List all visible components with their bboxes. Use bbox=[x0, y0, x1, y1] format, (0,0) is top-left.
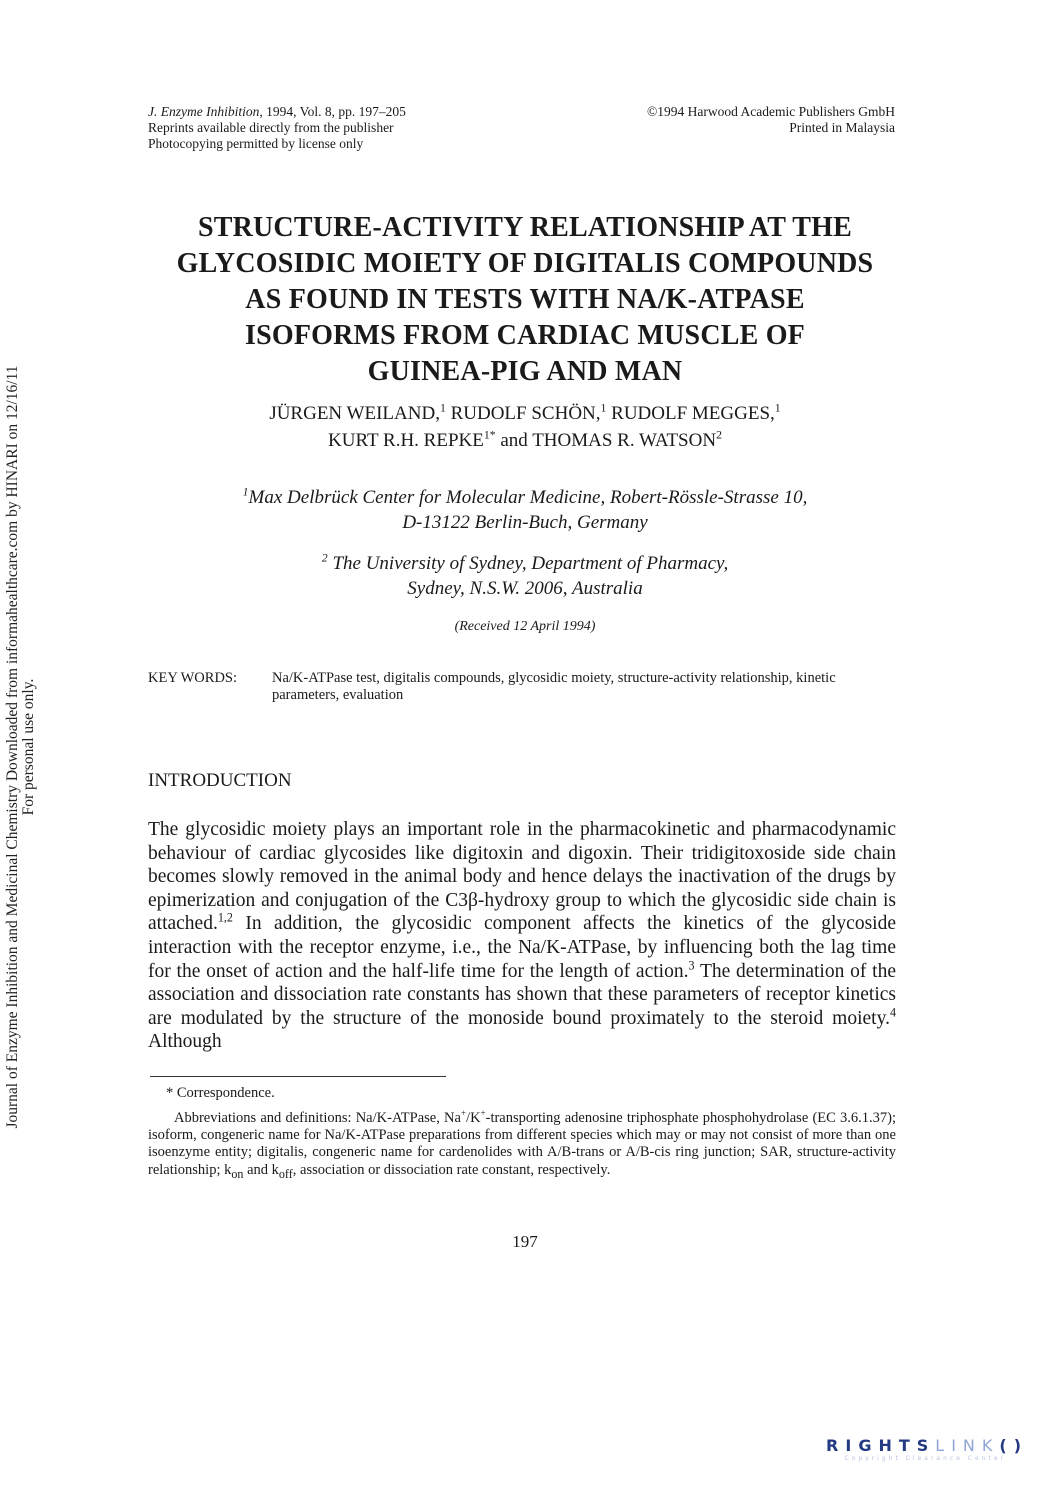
affiliation-line: Sydney, N.S.W. 2006, Australia bbox=[407, 578, 643, 599]
page-number: 197 bbox=[512, 1232, 538, 1251]
section-heading: INTRODUCTION bbox=[148, 770, 292, 791]
footnote-correspondence: * Correspondence. bbox=[166, 1085, 275, 1101]
citation-line bbox=[148, 104, 548, 120]
title-line: STRUCTURE-ACTIVITY RELATIONSHIP AT THE bbox=[197, 212, 853, 243]
title-line: GLYCOSIDIC MOIETY OF DIGITALIS COMPOUNDS bbox=[176, 248, 874, 279]
author-name: KURT R.H. REPKE bbox=[328, 430, 484, 451]
affiliation-2 bbox=[100, 551, 950, 601]
footnote-text: , association or dissociation rate constant, respectively. bbox=[292, 1161, 611, 1178]
affiliation-line bbox=[100, 485, 950, 510]
received-date: (Received 12 April 1994) bbox=[454, 619, 596, 634]
photocopying-line: Photocopying permitted by license only bbox=[148, 136, 364, 151]
title-line: GUINEA-PIG AND MAN bbox=[367, 356, 683, 387]
journal-name: J. Enzyme Inhibition bbox=[148, 104, 260, 119]
watermark-line: For personal use only. bbox=[20, 678, 37, 816]
author-affiliation-mark: 1 bbox=[439, 401, 446, 415]
author-name: RUDOLF MEGGES, bbox=[606, 403, 775, 424]
affiliation-text: The University of Sydney, Department of Pharmacy, bbox=[327, 553, 729, 574]
article-title bbox=[100, 210, 950, 390]
author-affiliation-mark: 1 bbox=[600, 401, 607, 415]
keywords-text: Na/K-ATPase test, digitalis compounds, glycosidic moiety, structure-activity relationship, kinetic parameters, evaluation bbox=[272, 670, 836, 703]
running-header-left bbox=[148, 104, 548, 152]
author-affiliation-mark: 2 bbox=[716, 428, 722, 442]
affiliation-mark: 1 bbox=[242, 485, 249, 499]
author-affiliation-mark: 1* bbox=[483, 428, 496, 442]
author-affiliation-mark: 1 bbox=[774, 401, 781, 415]
footnote-text: -transporting adenosine triphosphate phosphohydrolase (EC 3.6.1.37); isoform, congeneric name for Na/K-ATPase preparations from different species which may or may not consist of more than one isoenzyme entity; digitalis, congeneric name for cardenolides with A/B-trans or A/B-cis ring junction; SAR, structure-activity relationship; k bbox=[148, 1110, 896, 1178]
footnote-subscript: off bbox=[278, 1166, 293, 1181]
affiliation-line: D-13122 Berlin-Buch, Germany bbox=[402, 512, 648, 533]
keywords-block bbox=[148, 670, 900, 704]
footnote-text: and k bbox=[243, 1161, 279, 1178]
intro-text: In addition, the glycosidic component affects the kinetics of the glycoside interaction with the receptor enzyme, i.e., the Na/K-ATPase, by influencing both the lag time for the onset of action and the half-life time for the length of action. bbox=[148, 913, 896, 982]
intro-text: Although bbox=[148, 1031, 222, 1053]
citation-details: , 1994, Vol. 8, pp. 197–205 bbox=[259, 104, 406, 119]
footnote-text: Abbreviations and definitions: Na/K-ATPase, Na bbox=[174, 1110, 461, 1126]
watermark-line: Journal of Enzyme Inhibition and Medicinal Chemistry Downloaded from informahealthcare.com by HINARI on 12/16/11 bbox=[4, 365, 21, 1129]
author-list bbox=[100, 400, 950, 454]
title-line: ISOFORMS FROM CARDIAC MUSCLE OF bbox=[245, 320, 805, 351]
author-line-2 bbox=[100, 427, 950, 454]
intro-text: The determination of the association and dissociation rate constants has shown that these parameters of receptor kinetics are modulated by the structure of the monoside bound proximately to the steroid moiety. bbox=[148, 960, 897, 1029]
author-name: JÜRGEN WEILAND, bbox=[269, 403, 440, 424]
author-name: and THOMAS R. WATSON bbox=[495, 430, 717, 451]
author-line-1 bbox=[100, 400, 950, 427]
footnote-rule bbox=[150, 1076, 446, 1077]
affiliation-text: Max Delbrück Center for Molecular Medicine, Robert-Rössle-Strasse 10, bbox=[248, 487, 808, 508]
citation-ref: 4 bbox=[889, 1005, 896, 1020]
keywords-label: KEY WORDS: bbox=[148, 670, 238, 686]
title-line: AS FOUND IN TESTS WITH NA/K-ATPASE bbox=[245, 284, 805, 315]
intro-paragraph bbox=[148, 818, 896, 1054]
affiliation-line bbox=[100, 551, 950, 576]
logo-word-rights: RIGHTS bbox=[826, 1436, 936, 1455]
rightslink-wordmark bbox=[788, 1436, 1028, 1455]
printed-line: Printed in Malaysia bbox=[789, 120, 895, 135]
footnote-abbreviations bbox=[148, 1110, 896, 1183]
logo-word-link: LINK bbox=[935, 1436, 1000, 1455]
rightslink-logo bbox=[788, 1436, 1028, 1462]
download-watermark bbox=[5, 332, 37, 1162]
citation-ref: 3 bbox=[688, 958, 695, 973]
logo-link-icon: () bbox=[999, 1436, 1028, 1455]
footnote-superscript: + bbox=[460, 1108, 467, 1119]
footnote-text: /K bbox=[466, 1110, 481, 1126]
affiliation-1 bbox=[100, 485, 950, 535]
citation-ref: 1,2 bbox=[217, 910, 233, 925]
copyright-line: ©1994 Harwood Academic Publishers GmbH bbox=[647, 104, 895, 119]
affiliation-mark: 2 bbox=[321, 551, 328, 565]
footnote-superscript: + bbox=[480, 1108, 486, 1119]
reprints-line: Reprints available directly from the publisher bbox=[148, 120, 394, 135]
author-name: RUDOLF SCHÖN, bbox=[445, 403, 601, 424]
footnote-subscript: on bbox=[231, 1166, 244, 1181]
running-header-right bbox=[535, 104, 895, 136]
intro-text: The glycosidic moiety plays an important role in the pharmacokinetic and pharmacodynamic behaviour of cardiac glycosides like digitoxin and digoxin. Their tridigitoxoside side chain becomes slowly removed in the animal body and hence delays the inactivation of the drugs by epimerization and conjugation of the C3β-hydroxy group to which the glycosidic side chain is attached. bbox=[148, 819, 896, 935]
logo-tagline: Copyright Clearance Center bbox=[844, 1455, 1006, 1462]
